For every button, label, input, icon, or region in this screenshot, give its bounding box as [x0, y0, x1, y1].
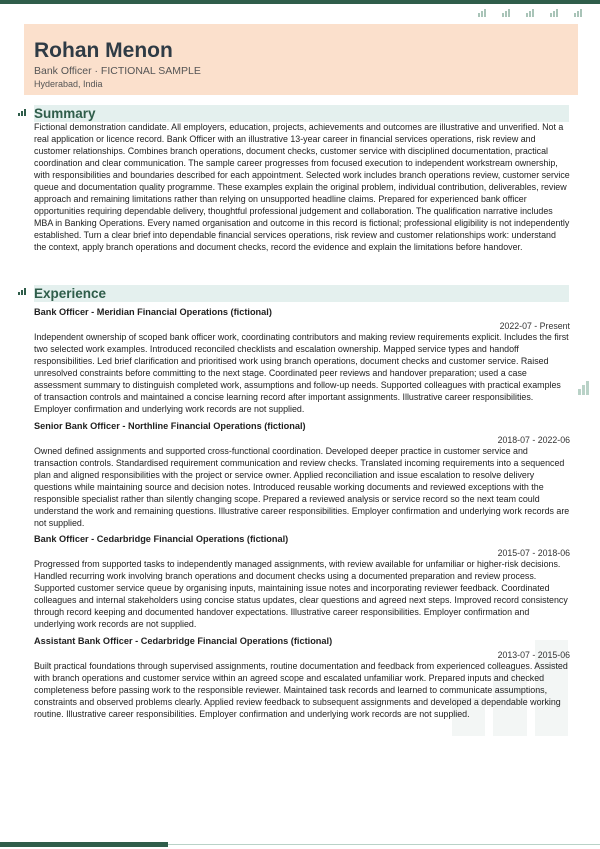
bar-chart-icon: [18, 109, 28, 116]
job-description: Independent ownership of scoped bank officer work, coordinating contributors and making review requirements explicit. Includes the first two selected work examples. Introduced reconciled checklists and escalation ownership. Mapped service types and handoff responsibilities. Led brief clarification and prioritised work using branch operations, document checks and customer service. Raised unresolved constraints before committing to the next stage. Coordinated peer reviews and handover preparation; used a case assessment summary to distinguish completed work, assumptions and follow-up needs. Supported colleagues with practical examples of transaction controls and maintained a concise learning record after important assignments. Illustrative career responsibilities. Employer confirmation and underlying work records are not supplied.: [34, 332, 569, 414]
top-rule: [0, 0, 600, 4]
top-decor-marks: [478, 9, 586, 17]
experience-title: Experience: [34, 286, 107, 301]
bar-chart-icon: [574, 9, 586, 17]
candidate-name: Rohan Menon: [34, 39, 173, 62]
bar-chart-icon: [478, 9, 490, 17]
bar-chart-icon: [578, 381, 594, 395]
resume-header: [24, 24, 578, 95]
side-decor-mark: [578, 381, 594, 395]
summary-text: Fictional demonstration candidate. All employers, education, projects, achievements and outcomes are illustrative and unverified. Not a real application or licence record. Bank Officer with an illustrative 13-year career in financial services operations, risk review and customer relationships. Combines branch operations, document checks, customer service with disciplined documentation, practical coordination and clear communication. The sample career progresses from focused execution to independent workstream ownership, with responsibilities and boundaries described for each appointment. Selected work includes branch operations review, customer service queue and documentation quality programme. These examples explain the original problem, individual contribution, deliverables, review approach and remaining limitations rather than relying on unsupported headline claims. Prepared for experienced bank officer opportunities requiring dependable delivery, thoughtful professional judgement and collaboration. The qualification narrative includes MBA in Banking Operations. Every named organisation and outcome in this record is fictional; professional eligibility is not independently established. Turn a clear brief into dependable financial services operations, risk review and customer relationships work: understand the context, apply branch operations and document checks, record the evidence and explain the limitations before handover.: [34, 122, 570, 252]
job-description: Owned defined assignments and supported cross-functional coordination. Developed deeper practice in customer service and transaction controls. Standardised requirement communication and review checks. Translated incoming requirements into a sequenced plan and aligned responsibilities with the project or service owner. Applied reconciliation and issue escalation to resolve delivery questions while maintaining source and decision notes. Introduced reusable working documents and reviewed exceptions with the responsible specialist rather than silently changing scope. Prepared a reviewed analysis or service record so the next team could understand the work and remaining questions. Illustrative career responsibilities. Employer confirmation and underlying work records are not supplied.: [34, 446, 570, 528]
job-title: Assistant Bank Officer - Cedarbridge Financial Operations (fictional): [34, 636, 333, 646]
job-dates: 2022-07 - Present: [499, 321, 570, 331]
experience-entry: [34, 533, 570, 631]
summary-title: Summary: [34, 106, 96, 121]
job-description: Built practical foundations through supervised assignments, routine documentation and feedback from experienced colleagues. Assisted with branch operations and customer service within an agreed scope and escalated unfamiliar work. Prepared inputs and checked completeness before passing work to the responsible reviewer. Maintained task records and learned to communicate assumptions, constraints and observed problems clearly. Applied review feedback to subsequent assignments and developed a dependable working routine. Illustrative career responsibilities. Employer confirmation and underlying work records are not supplied.: [34, 661, 568, 719]
bar-chart-icon: [502, 9, 514, 17]
job-dates: 2015-07 - 2018-06: [497, 548, 570, 558]
candidate-role: Bank Officer · FICTIONAL SAMPLE: [34, 65, 201, 77]
bar-chart-icon: [550, 9, 562, 17]
experience-entry: [34, 306, 570, 416]
job-title: Bank Officer - Cedarbridge Financial Operations (fictional): [34, 534, 289, 544]
job-dates: 2013-07 - 2015-06: [497, 650, 570, 660]
job-description: Progressed from supported tasks to independently managed assignments, with review available for unfamiliar or higher-risk decisions. Handled recurring work involving branch operations and document checks using a documented preparation and review process. Supported customer service queue by organising inputs, maintaining issue notes and incorporating reviewer feedback. Coordinated colleagues and internal stakeholders using concise status updates, clear questions and agreed next steps. Improved record consistency through record keeping and documented handover expectations. Illustrative career responsibilities. Employer confirmation and underlying work records are not supplied.: [34, 559, 568, 629]
bar-chart-icon: [526, 9, 538, 17]
job-title: Bank Officer - Meridian Financial Operations (fictional): [34, 307, 272, 317]
experience-section-header: [34, 285, 569, 302]
summary-section-header: [34, 105, 569, 122]
experience-entry: [34, 635, 570, 721]
job-dates: 2018-07 - 2022-06: [497, 435, 570, 445]
bar-chart-icon: [18, 288, 28, 295]
job-title: Senior Bank Officer - Northline Financial Operations (fictional): [34, 421, 306, 431]
experience-entry: [34, 420, 570, 530]
candidate-location: Hyderabad, India: [34, 79, 103, 89]
bottom-accent-bar: [0, 842, 168, 847]
